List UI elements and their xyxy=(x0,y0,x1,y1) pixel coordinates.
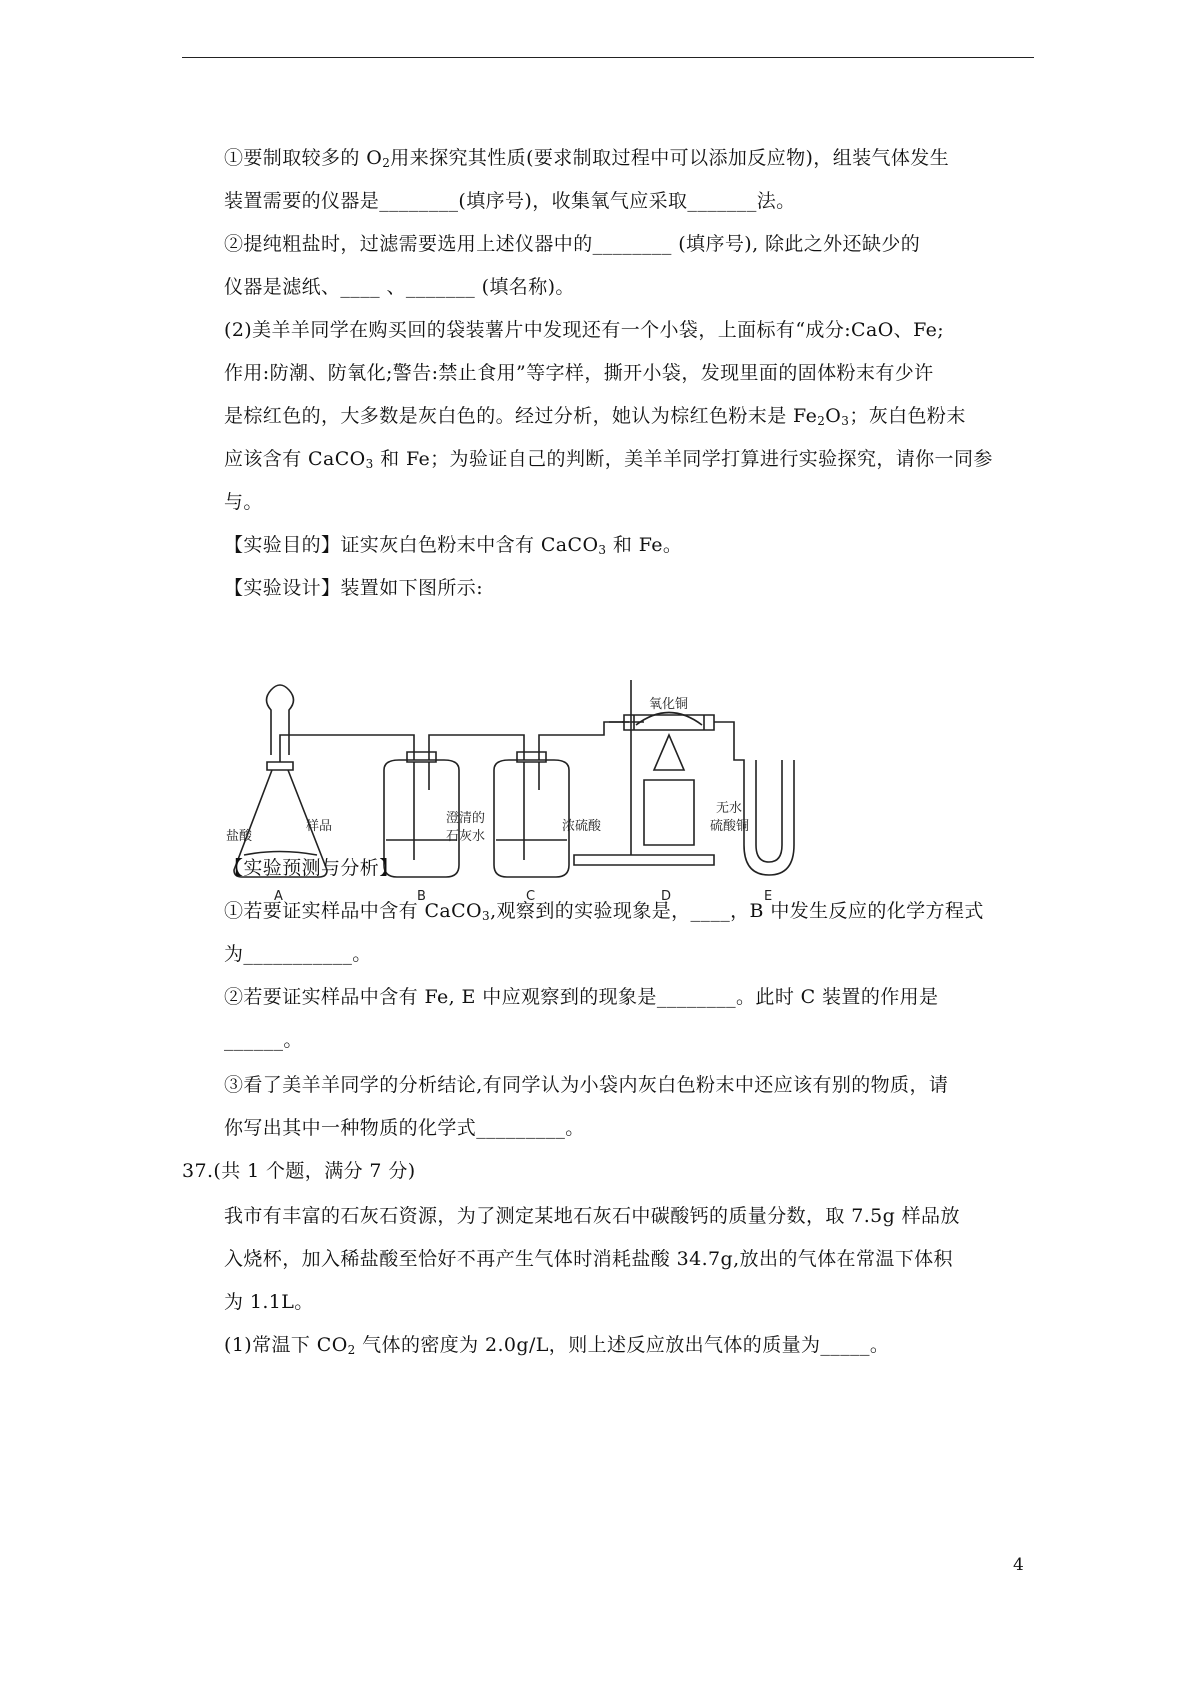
stand-base xyxy=(574,855,714,865)
q1-line-4: 仪器是滤纸、____ 、_______ (填名称)。 xyxy=(224,276,575,298)
header-rule xyxy=(182,57,1034,58)
experiment-design: 【实验设计】装置如下图所示: xyxy=(224,577,484,599)
label-b: B xyxy=(417,889,426,904)
u-tube-inner xyxy=(756,760,782,862)
label-hcl: 盐酸 xyxy=(226,829,253,844)
q2-line-1: (2)美羊羊同学在购买回的袋装薯片中发现还有一个小袋，上面标有“成分:CaO、Fe; xyxy=(224,319,945,341)
bottle-c xyxy=(494,760,569,877)
label-d: D xyxy=(661,889,672,904)
analysis-2-line-1: ②若要证实样品中含有 Fe, E 中应观察到的现象是________。此时 C 装置的作用是 xyxy=(224,986,939,1008)
analysis-3-line-2: 你写出其中一种物质的化学式_________。 xyxy=(224,1117,585,1139)
label-c: C xyxy=(526,889,536,904)
label-cuso4-1: 无水 xyxy=(716,801,743,816)
q37-header: 37.(共 1 个题，满分 7 分) xyxy=(182,1160,416,1182)
label-cuso4-2: 硫酸铜 xyxy=(710,819,750,834)
tubes-b xyxy=(414,762,429,860)
stopper-a xyxy=(267,762,293,770)
label-limewater-1: 澄清的 xyxy=(446,811,486,826)
tube-d-ends xyxy=(634,715,704,730)
q37-line-1: 我市有丰富的石灰石资源，为了测定某地石灰石中碳酸钙的质量分数，取 7.5g 样品放 xyxy=(224,1205,960,1227)
label-a: A xyxy=(274,889,283,904)
analysis-title: 【实验预测与分析】 xyxy=(224,857,399,879)
label-limewater-2: 石灰水 xyxy=(446,829,486,844)
q2-line-5: 与。 xyxy=(224,491,263,513)
q1-line-1: ①要制取较多的 $O_2$用来探究其性质(要求制取过程中可以添加反应物)，组装气体发生 xyxy=(224,147,950,170)
lamp-base xyxy=(644,780,694,845)
label-cuo: 氧化铜 xyxy=(649,697,689,712)
q2-line-3: 是棕红色的，大多数是灰白色的。经过分析，她认为棕红色粉末是 $Fe_2O_3$；灰白色粉末 xyxy=(224,405,966,428)
experiment-purpose: 【实验目的】证实灰白色粉末中含有 CaCO$_3$ 和 Fe。 xyxy=(224,534,683,557)
lamp-top xyxy=(654,735,684,770)
q2-line-4: 应该含有 CaCO$_3$ 和 Fe；为验证自己的判断，美羊羊同学打算进行实验探究，请你一同参 xyxy=(224,448,993,471)
analysis-3-line-1: ③看了美羊羊同学的分析结论,有同学认为小袋内灰白色粉末中还应该有别的物质，请 xyxy=(224,1074,949,1096)
q37-line-2: 入烧杯，加入稀盐酸至恰好不再产生气体时消耗盐酸 34.7g,放出的气体在常温下体积 xyxy=(224,1248,953,1270)
tube-ab xyxy=(319,735,414,760)
tubes-c xyxy=(524,762,539,860)
q2-line-2: 作用:防潮、防氧化;警告:禁止食用”等字样，撕开小袋，发现里面的固体粉末有少许 xyxy=(224,362,934,384)
tube-a xyxy=(280,735,319,762)
q37-line-3: 为 1.1L。 xyxy=(224,1291,314,1313)
q1-line-2: 装置需要的仪器是________(填序号)，收集氧气应采取_______法。 xyxy=(224,190,796,212)
analysis-1-line-2: 为___________。 xyxy=(224,943,372,965)
q1-line-3: ②提纯粗盐时，过滤需要选用上述仪器中的________ (填序号), 除此之外还缺少的 xyxy=(224,233,921,255)
analysis-2-line-2: ______。 xyxy=(224,1029,303,1051)
label-sample: 样品 xyxy=(306,819,333,834)
q37-sub-1: (1)常温下 $CO_2$ 气体的密度为 2.0g/L，则上述反应放出气体的质量为_____。 xyxy=(224,1334,890,1357)
analysis-1-line-1: ①若要证实样品中含有 CaCO$_3$,观察到的实验现象是，____，B 中发生反应的化学方程式 xyxy=(224,900,984,923)
label-e: E xyxy=(764,889,773,904)
u-tube-outer xyxy=(739,760,794,875)
label-h2so4: 浓硫酸 xyxy=(562,819,602,834)
page-number: 4 xyxy=(1013,1555,1024,1575)
tube-de xyxy=(714,722,739,760)
tube-cd xyxy=(539,722,624,760)
tube-bc xyxy=(429,735,524,760)
